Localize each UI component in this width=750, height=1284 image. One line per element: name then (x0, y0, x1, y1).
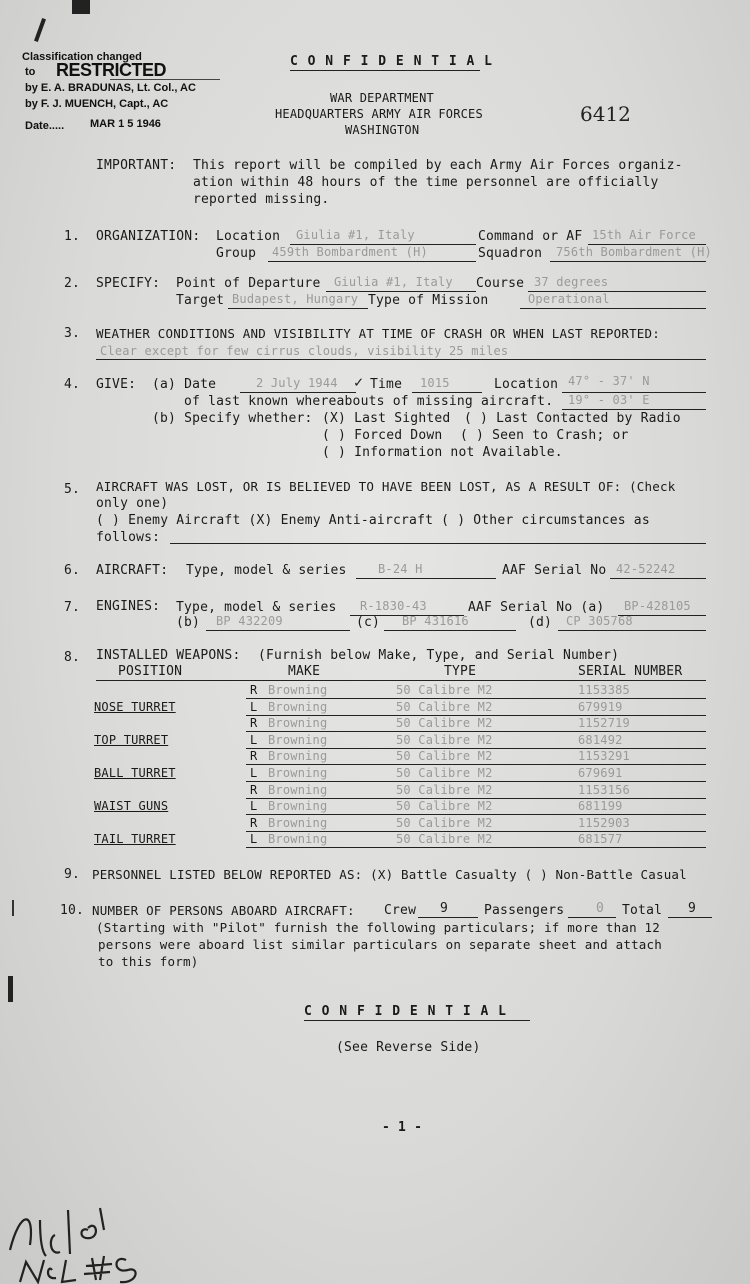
last-contacted-option: ( ) Last Contacted by Radio (464, 411, 681, 426)
passengers-rule (568, 917, 616, 918)
weapon-make: Browning (268, 700, 328, 714)
group-rule (268, 261, 476, 262)
info-not-available-option: ( ) Information not Available. (322, 445, 563, 460)
aircraft-lost-line-2: only one) (96, 496, 169, 511)
weapon-row-rule (246, 764, 706, 765)
persons-aboard-label: NUMBER OF PERSONS ABOARD AIRCRAFT: (92, 903, 355, 918)
location-label: Location (216, 229, 281, 244)
weapon-position: WAIST GUNS (94, 799, 169, 813)
command-value: 15th Air Force (592, 228, 696, 242)
weapon-row-rule (246, 814, 706, 815)
stamp-to-label: to (25, 66, 36, 78)
crew-label: Crew (384, 903, 417, 918)
weapon-side: R (250, 683, 258, 697)
confidential-footer-underline (304, 1020, 530, 1021)
weather-value: Clear except for few cirrus clouds, visibility 25 miles (100, 344, 509, 358)
passengers-value: 0 (596, 901, 605, 916)
date-value: 2 July 1944 (256, 376, 338, 390)
aircraft-label: AIRCRAFT: (96, 563, 169, 578)
engine-b-rule (206, 630, 350, 631)
weapon-serial: 1153291 (578, 749, 630, 763)
weapon-side: L (250, 832, 258, 846)
section-2-number: 2. (64, 276, 81, 291)
washington: WASHINGTON (345, 123, 420, 137)
crew-value: 9 (440, 901, 449, 916)
aircraft-serial-rule (610, 578, 706, 579)
weapon-side: R (250, 716, 258, 730)
group-value: 459th Bombardment (H) (272, 245, 428, 259)
last-known-line: of last known whereabouts of missing aircraft. (184, 394, 554, 409)
location-4-label: Location (494, 377, 559, 392)
weapon-type: 50 Calibre M2 (396, 700, 493, 714)
weapon-serial: 1152903 (578, 816, 630, 830)
handwritten-incl-8-annotation (0, 1190, 200, 1284)
margin-mark (12, 900, 14, 916)
weapon-serial: 681199 (578, 799, 623, 813)
weapon-side: L (250, 733, 258, 747)
time-label: Time (370, 377, 403, 392)
engines-type-label: Type, model & series (176, 600, 337, 615)
organization-label: ORGANIZATION: (96, 229, 201, 244)
squadron-label: Squadron (478, 246, 543, 261)
weapon-side: L (250, 700, 258, 714)
follows-rule (170, 543, 706, 544)
weapon-position: TOP TURRET (94, 733, 169, 747)
date-label: (a) Date (152, 377, 217, 392)
target-rule (228, 308, 368, 309)
weapon-position: NOSE TURRET (94, 700, 176, 714)
weapon-make: Browning (268, 783, 328, 797)
weapon-type: 50 Calibre M2 (396, 716, 493, 730)
specify-whether-label: (b) Specify whether: (152, 411, 313, 426)
aircraft-type-label: Type, model & series (186, 563, 347, 578)
weapon-make: Browning (268, 716, 328, 730)
aircraft-lost-line-3: ( ) Enemy Aircraft (X) Enemy Anti-aircraft ( ) Other circumstances as (96, 513, 650, 528)
col-serial-header: SERIAL NUMBER (578, 664, 683, 679)
engines-type-value: R-1830-43 (360, 599, 427, 613)
report-number: 6412 (580, 102, 631, 126)
weapon-row-rule (246, 781, 706, 782)
weapon-make: Browning (268, 683, 328, 697)
col-make-header: MAKE (288, 664, 321, 679)
top-punch-mark (72, 0, 90, 14)
aircraft-serial-label: AAF Serial No (502, 563, 607, 578)
engine-d-serial: CP 305768 (566, 614, 633, 628)
hq-army-air-forces: HEADQUARTERS ARMY AIR FORCES (275, 107, 483, 121)
location-lon-rule (562, 409, 706, 410)
important-line-2: ation within 48 hours of the time personnel are officially (193, 175, 659, 190)
section-8-number: 8. (64, 650, 81, 665)
col-type-header: TYPE (444, 664, 477, 679)
stamp-by-bradunas: by E. A. BRADUNAS, Lt. Col., AC (25, 82, 196, 94)
mission-type-label: Type of Mission (368, 293, 489, 308)
weapon-make: Browning (268, 733, 328, 747)
aircraft-lost-line-1: AIRCRAFT WAS LOST, OR IS BELIEVED TO HAVE BEEN LOST, AS A RESULT OF: (Check (96, 479, 676, 494)
target-value: Budapest, Hungary (232, 292, 359, 306)
important-line-1: This report will be compiled by each Army Air Forces organiz- (193, 158, 683, 173)
course-label: Course (476, 276, 525, 291)
total-rule (668, 917, 712, 918)
forced-down-option: ( ) Forced Down (322, 428, 443, 443)
top-scribble-mark (34, 18, 46, 42)
section-4-number: 4. (64, 377, 81, 392)
weapon-serial: 1153385 (578, 683, 630, 697)
engines-serial-label: AAF Serial No (a) (468, 600, 605, 615)
group-label: Group (216, 246, 257, 261)
aircraft-lost-line-4: follows: (96, 530, 161, 545)
time-rule (412, 392, 482, 393)
section-6-number: 6. (64, 563, 81, 578)
weapon-serial: 679919 (578, 700, 623, 714)
location-value: Giulia #1, Italy (296, 228, 415, 242)
stamp-underline (110, 79, 220, 80)
location-lat-value: 47° - 37' N (568, 374, 650, 388)
weapon-side: R (250, 783, 258, 797)
weapon-make: Browning (268, 749, 328, 763)
section-3-number: 3. (64, 326, 81, 341)
installed-weapons-note: (Furnish below Make, Type, and Serial Number) (258, 648, 620, 663)
weapon-serial: 1152719 (578, 716, 630, 730)
squadron-rule (550, 261, 706, 262)
engine-d-label: (d) (528, 615, 553, 630)
weapon-serial: 681577 (578, 832, 623, 846)
confidential-header: C O N F I D E N T I A L (290, 54, 494, 69)
see-reverse-side: (See Reverse Side) (336, 1040, 481, 1055)
engines-label: ENGINES: (96, 599, 161, 614)
weapon-type: 50 Calibre M2 (396, 832, 493, 846)
stamp-date-value: MAR 1 5 1946 (90, 118, 161, 130)
weapon-position: BALL TURRET (94, 766, 176, 780)
section-10-number: 10. (60, 903, 85, 918)
confidential-footer: C O N F I D E N T I A L (304, 1004, 508, 1019)
important-line-3: reported missing. (193, 192, 330, 207)
weather-label: WEATHER CONDITIONS AND VISIBILITY AT TIME OF CRASH OR WHEN LAST REPORTED: (96, 326, 660, 341)
engine-b-serial: BP 432209 (216, 614, 283, 628)
persons-line-3: persons were aboard list similar particulars on separate sheet and attach (98, 937, 662, 952)
weapon-type: 50 Calibre M2 (396, 799, 493, 813)
page-number: - 1 - (382, 1120, 423, 1135)
persons-line-4: to this form) (98, 954, 199, 969)
weapon-make: Browning (268, 799, 328, 813)
stamp-date-label: Date..... (25, 120, 65, 132)
passengers-label: Passengers (484, 903, 565, 918)
aircraft-type-rule (356, 578, 496, 579)
confidential-header-underline (290, 70, 480, 71)
section-7-number: 7. (64, 600, 81, 615)
mission-rule (520, 308, 706, 309)
weapon-position: TAIL TURRET (94, 832, 176, 846)
col-position-header: POSITION (118, 664, 183, 679)
weapon-type: 50 Calibre M2 (396, 766, 493, 780)
war-department: WAR DEPARTMENT (330, 91, 434, 105)
checkmark-icon: ✓ (354, 373, 364, 391)
aircraft-type-value: B-24 H (378, 562, 423, 576)
classification-changed-stamp: Classification changed (22, 51, 142, 63)
important-label: IMPORTANT: (96, 158, 177, 173)
command-label: Command or AF (478, 229, 583, 244)
engine-c-rule (384, 630, 516, 631)
weapon-type: 50 Calibre M2 (396, 733, 493, 747)
target-label: Target (176, 293, 225, 308)
weapon-side: R (250, 749, 258, 763)
engine-c-label: (c) (356, 615, 381, 630)
weapon-side: R (250, 816, 258, 830)
squadron-value: 756th Bombardment (H) (556, 245, 712, 259)
weapon-type: 50 Calibre M2 (396, 783, 493, 797)
section-5-number: 5. (64, 482, 81, 497)
total-value: 9 (688, 901, 697, 916)
specify-label: SPECIFY: (96, 276, 161, 291)
crew-rule (418, 917, 478, 918)
engine-d-rule (558, 630, 706, 631)
engine-b-label: (b) (176, 615, 201, 630)
aircraft-serial-value: 42-52242 (616, 562, 676, 576)
weapon-row-rule (246, 698, 706, 699)
installed-weapons-label: INSTALLED WEAPONS: (96, 648, 241, 663)
weapon-type: 50 Calibre M2 (396, 683, 493, 697)
weapon-make: Browning (268, 766, 328, 780)
departure-label: Point of Departure (176, 276, 321, 291)
weapon-type: 50 Calibre M2 (396, 749, 493, 763)
stamp-by-muench: by F. J. MUENCH, Capt., AC (25, 98, 169, 110)
persons-line-2: (Starting with "Pilot" furnish the following particulars; if more than 12 (96, 920, 660, 935)
engine-a-serial: BP-428105 (624, 599, 691, 613)
departure-value: Giulia #1, Italy (334, 275, 453, 289)
weapon-serial: 679691 (578, 766, 623, 780)
weapon-type: 50 Calibre M2 (396, 816, 493, 830)
weapon-serial: 681492 (578, 733, 623, 747)
location-lon-value: 19° - 03' E (568, 393, 650, 407)
last-sighted-option: (X) Last Sighted (322, 411, 451, 426)
mission-type-value: Operational (528, 292, 610, 306)
weapon-serial: 1153156 (578, 783, 630, 797)
restricted-stamp: RESTRICTED (56, 60, 167, 80)
course-value: 37 degrees (534, 275, 609, 289)
weapon-make: Browning (268, 832, 328, 846)
section-1-number: 1. (64, 229, 81, 244)
weapon-make: Browning (268, 816, 328, 830)
weapon-side: L (250, 766, 258, 780)
seen-to-crash-option: ( ) Seen to Crash; or (460, 428, 629, 443)
weapon-row-rule (246, 731, 706, 732)
margin-mark (8, 976, 13, 1002)
weapon-side: L (250, 799, 258, 813)
date-rule (240, 392, 356, 393)
engine-c-serial: BP 431616 (402, 614, 469, 628)
weather-rule (96, 359, 706, 360)
weapon-row-rule (246, 847, 706, 848)
section-9-number: 9. (64, 867, 81, 882)
weapons-header-rule (96, 680, 706, 681)
give-label: GIVE: (96, 377, 137, 392)
time-value: 1015 (420, 376, 450, 390)
total-label: Total (622, 903, 663, 918)
personnel-reported-as: PERSONNEL LISTED BELOW REPORTED AS: (X) Battle Casualty ( ) Non-Battle Casual (92, 867, 687, 882)
